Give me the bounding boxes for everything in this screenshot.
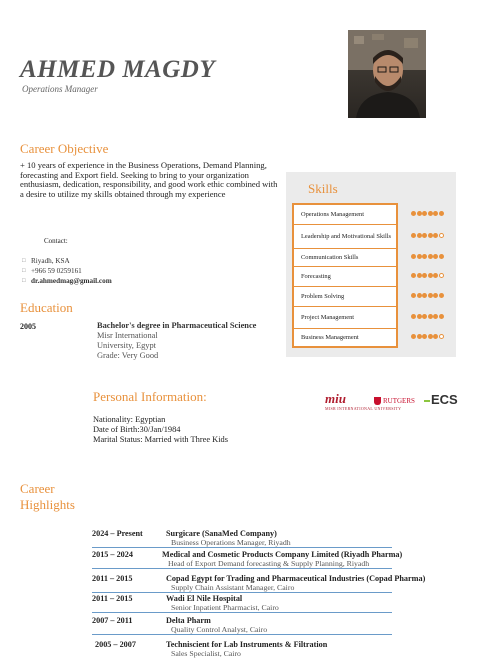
job-title: Sales Specialist, Cairo xyxy=(171,649,241,658)
candidate-name: AHMED MAGDY xyxy=(20,56,216,83)
rating-dot-filled xyxy=(422,273,427,278)
rating-dot-filled xyxy=(433,334,438,339)
email-icon: □ xyxy=(22,278,26,284)
skill-item: Operations Management xyxy=(294,205,396,225)
job-divider xyxy=(92,612,392,613)
rutgers-shield-icon xyxy=(374,397,381,405)
rating-dot-filled xyxy=(411,334,416,339)
rating-dot-filled xyxy=(417,211,422,216)
rating-dot-filled xyxy=(411,293,416,298)
skill-item: Leadership and Motivational Skills xyxy=(294,225,396,249)
rating-dot-filled xyxy=(411,211,416,216)
job-title: Head of Export Demand forecasting & Supply Planning, Riyadh xyxy=(168,559,370,568)
job-years: 2005 – 2007 xyxy=(95,640,136,649)
miu-logo-subtext: MISR INTERNATIONAL UNIVERSITY xyxy=(325,406,402,411)
rating-dot-filled xyxy=(411,254,416,259)
rutgers-logo-text: RUTGERS xyxy=(383,397,415,405)
rating-dot-filled xyxy=(428,273,433,278)
education-school-line-2: University, Egypt xyxy=(97,341,157,350)
rating-dot-filled xyxy=(433,211,438,216)
contact-heading: Contact: xyxy=(44,237,68,245)
education-degree: Bachelor's degree in Pharmaceutical Science xyxy=(97,321,257,330)
phone-icon: □ xyxy=(22,268,26,274)
skill-rating-dots xyxy=(411,233,444,238)
rating-dot-filled xyxy=(428,254,433,259)
rating-dot-filled xyxy=(433,233,438,238)
rating-dot-filled xyxy=(417,233,422,238)
skills-list xyxy=(292,203,398,348)
job-years: 2011 – 2015 xyxy=(92,594,133,603)
rating-dot-filled xyxy=(439,254,444,259)
rating-dot-filled xyxy=(417,254,422,259)
job-company: Copad Egypt for Trading and Pharmaceutical Industries (Copad Pharma) xyxy=(166,574,426,583)
job-title: Quality Control Analyst, Cairo xyxy=(171,625,268,634)
job-title: Business Operations Manager, Riyadh xyxy=(171,538,291,547)
rating-dot-empty xyxy=(439,233,444,238)
skill-item: Business Management xyxy=(301,334,359,341)
contact-phone: +966 59 0259161 xyxy=(31,267,82,275)
rating-dot-filled xyxy=(417,334,422,339)
ecs-bar-icon xyxy=(424,400,430,402)
miu-logo-text: miu xyxy=(325,391,346,406)
highlights-heading xyxy=(20,481,75,513)
rating-dot-filled xyxy=(417,314,422,319)
education-school-line-1: Misr International xyxy=(97,331,158,340)
job-title: Supply Chain Assistant Manager, Cairo xyxy=(171,583,295,592)
rating-dot-filled xyxy=(411,273,416,278)
rating-dot-filled xyxy=(411,233,416,238)
contact-list xyxy=(22,256,112,286)
education-details xyxy=(97,321,256,361)
rating-dot-filled xyxy=(428,211,433,216)
rating-dot-filled xyxy=(428,334,433,339)
job-company: Wadi El Nile Hospital xyxy=(166,594,243,603)
skill-rating-dots xyxy=(411,314,444,319)
skill-rating-dots xyxy=(411,293,444,298)
personal-marital-status: Marital Status: Married with Three Kids xyxy=(93,435,228,444)
skill-item: Project Management xyxy=(294,307,396,329)
highlights-heading-line-1: Career xyxy=(20,481,55,496)
rating-dot-filled xyxy=(439,211,444,216)
rating-dot-filled xyxy=(422,334,427,339)
ecs-logo-text: ECS xyxy=(431,392,458,407)
rating-dot-filled xyxy=(428,293,433,298)
job-company: Medical and Cosmetic Products Company Limited (Riyadh Pharma) xyxy=(162,550,403,559)
job-company: Techniscient for Lab Instruments & Filtration xyxy=(166,640,328,649)
job-years: 2011 – 2015 xyxy=(92,574,133,583)
objective-heading: Career Objective xyxy=(20,141,109,156)
job-divider xyxy=(92,592,392,593)
rating-dot-filled xyxy=(422,254,427,259)
job-divider xyxy=(92,547,392,548)
rutgers-logo xyxy=(374,397,415,405)
rating-dot-filled xyxy=(417,293,422,298)
job-divider xyxy=(92,634,392,635)
job-years: 2007 – 2011 xyxy=(92,616,133,625)
skill-item: Problem Solving xyxy=(294,287,396,307)
skills-heading: Skills xyxy=(308,181,338,196)
rating-dot-filled xyxy=(422,233,427,238)
contact-email[interactable]: dr.ahmedmag@gmail.com xyxy=(31,277,112,285)
job-company: Surgicare (SanaMed Company) xyxy=(166,529,277,538)
skill-item: Forecasting xyxy=(294,267,396,287)
rating-dot-empty xyxy=(439,334,444,339)
rating-dot-filled xyxy=(411,314,416,319)
personal-nationality: Nationality: Egyptian xyxy=(93,415,166,424)
job-years: 2015 – 2024 xyxy=(92,550,133,559)
skill-rating-dots xyxy=(411,334,444,339)
rating-dot-filled xyxy=(428,233,433,238)
location-icon: □ xyxy=(22,258,26,264)
skill-rating-dots xyxy=(411,211,444,216)
rating-dot-filled xyxy=(417,273,422,278)
rating-dot-filled xyxy=(422,293,427,298)
job-company: Delta Pharm xyxy=(166,616,211,625)
job-title: Senior Inpatient Pharmacist, Cairo xyxy=(171,603,279,612)
personal-dob: Date of Birth:30/Jan/1984 xyxy=(93,425,181,434)
rating-dot-filled xyxy=(422,211,427,216)
highlights-heading-line-2: Highlights xyxy=(20,497,75,512)
objective-text: + 10 years of experience in the Business Operations, Demand Planning, forecasting and Export field. Seeking to bring to your organization enthusiasm, dedication, responsibility, and good work ethic combined with a desire to utilize my skills obtained through my experience xyxy=(20,160,278,199)
rating-dot-filled xyxy=(439,293,444,298)
rating-dot-filled xyxy=(428,314,433,319)
job-years: 2024 – Present xyxy=(92,529,143,538)
skill-rating-dots xyxy=(411,273,444,278)
rating-dot-filled xyxy=(433,293,438,298)
candidate-role: Operations Manager xyxy=(22,84,98,94)
contact-location: Riyadh, KSA xyxy=(31,257,70,265)
profile-photo-illustration xyxy=(348,30,426,118)
skill-rating-dots xyxy=(411,254,444,259)
ecs-logo xyxy=(424,392,458,407)
rating-dot-filled xyxy=(433,273,438,278)
rating-dot-filled xyxy=(433,314,438,319)
job-divider xyxy=(92,568,392,569)
profile-photo xyxy=(348,30,426,118)
skill-item: Communication Skills xyxy=(294,249,396,267)
rating-dot-empty xyxy=(439,273,444,278)
rating-dot-filled xyxy=(433,254,438,259)
rating-dot-filled xyxy=(422,314,427,319)
education-heading: Education xyxy=(20,300,73,315)
rating-dot-filled xyxy=(439,314,444,319)
personal-heading: Personal Information: xyxy=(93,389,207,404)
personal-details xyxy=(93,415,228,445)
education-grade: Grade: Very Good xyxy=(97,351,159,360)
education-year: 2005 xyxy=(20,322,36,331)
